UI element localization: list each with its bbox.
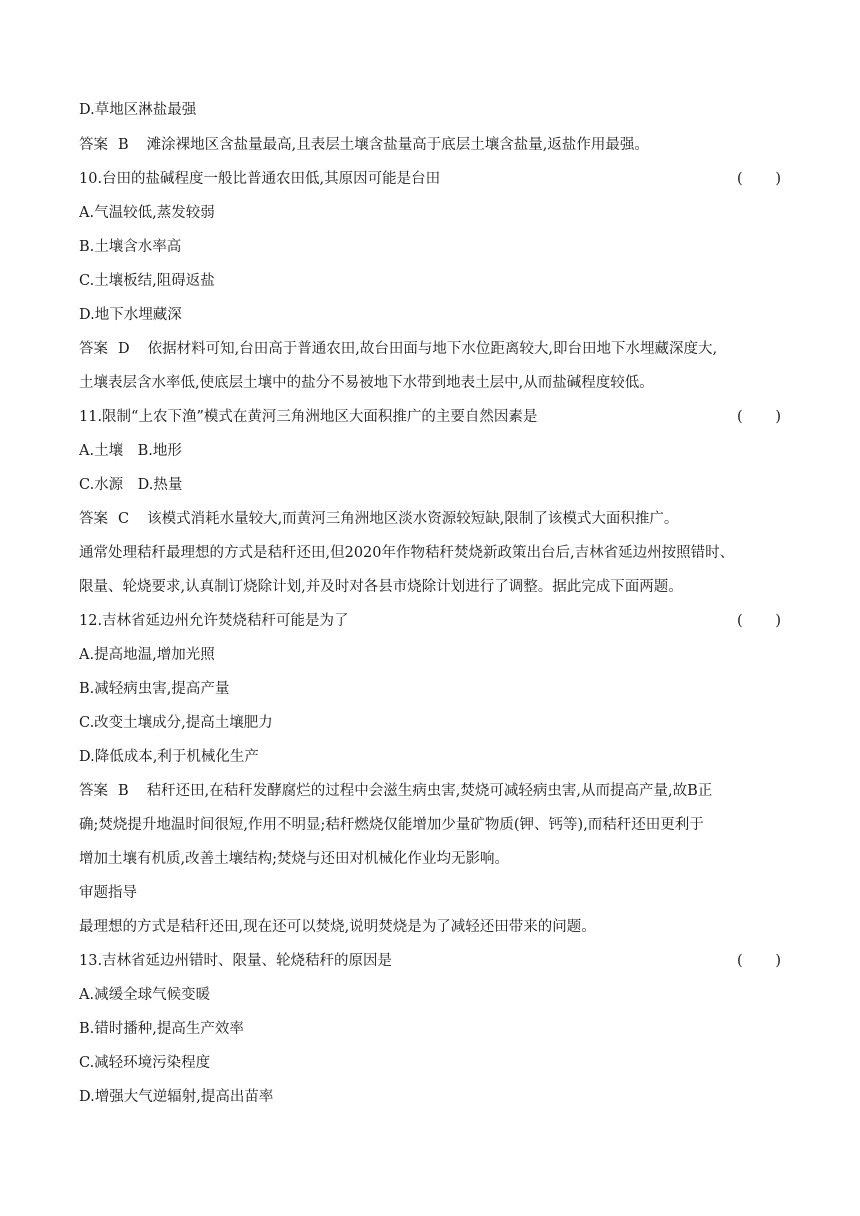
question-text: 13.吉林省延边州错时、限量、轮烧秸秆的原因是 (79, 953, 393, 969)
paren-right: ) (775, 613, 781, 629)
answer-line (79, 135, 781, 155)
option-d: D.降低成本,利于机械化生产 (79, 749, 259, 765)
answer-key: C (118, 511, 130, 527)
option-b: B.减轻病虫害,提高产量 (79, 681, 230, 697)
option-c: C.改变土壤成分,提高土壤肥力 (79, 715, 273, 731)
answer-key: B (118, 137, 129, 153)
paren-right: ) (775, 171, 781, 187)
answer-blank (737, 407, 781, 427)
answer-label: 答案 (79, 137, 108, 153)
question-10 (79, 169, 781, 189)
answer-continuation: 土壤表层含水率低,使底层土壤中的盐分不易被地下水带到地表土层中,从而盐碱程度较低。 (79, 375, 654, 391)
question-13 (79, 951, 781, 971)
answer-line (79, 339, 781, 359)
hint-text: 最理想的方式是秸秆还田,现在还可以焚烧,说明焚烧是为了减轻还田带来的问题。 (79, 919, 596, 935)
answer-blank (737, 169, 781, 189)
question-11 (79, 407, 781, 427)
paren-right: ) (775, 953, 781, 969)
answer-text: 依据材料可知,台田高于普通农田,故台田面与地下水位距离较大,即台田地下水埋藏深度大, (147, 341, 718, 357)
option-c: C.减轻环境污染程度 (79, 1055, 211, 1071)
paren-left: ( (737, 613, 743, 629)
answer-continuation: 增加土壤有机质,改善土壤结构;焚烧与还田对机械化作业均无影响。 (79, 851, 509, 867)
option-d-line: D.草地区淋盐最强 (79, 102, 197, 118)
paren-left: ( (737, 409, 743, 425)
option-c: C.土壤板结,阻碍返盐 (79, 273, 215, 289)
option-a: A.气温较低,蒸发较弱 (79, 205, 215, 221)
hint-heading: 审题指导 (79, 885, 137, 901)
answer-blank (737, 951, 781, 971)
paren-left: ( (737, 953, 743, 969)
option-cd: C.水源 D.热量 (79, 477, 183, 493)
paren-left: ( (737, 171, 743, 187)
answer-label: 答案 (79, 783, 108, 799)
answer-key: B (118, 783, 129, 799)
option-b: B.错时播种,提高生产效率 (79, 1021, 244, 1037)
answer-label: 答案 (79, 341, 108, 357)
answer-label: 答案 (79, 511, 108, 527)
question-12 (79, 611, 781, 631)
answer-text: 滩涂裸地区含盐量最高,且表层土壤含盐量高于底层土壤含盐量,返盐作用最强。 (146, 137, 649, 153)
material-paragraph: 通常处理秸秆最理想的方式是秸秆还田,但2020年作物秸秆焚烧新政策出台后,吉林省延边州按照错时、 (79, 545, 735, 561)
answer-blank (737, 611, 781, 631)
question-text: 11.限制“上农下渔”模式在黄河三角洲地区大面积推广的主要自然因素是 (79, 409, 538, 425)
answer-text: 秸秆还田,在秸秆发酵腐烂的过程中会滋生病虫害,焚烧可减轻病虫害,从而提高产量,故B正 (146, 783, 713, 799)
option-a: A.提高地温,增加光照 (79, 647, 215, 663)
option-ab: A.土壤 B.地形 (79, 443, 182, 459)
answer-line (79, 509, 781, 529)
question-text: 10.台田的盐碱程度一般比普通农田低,其原因可能是台田 (79, 171, 441, 187)
answer-line (79, 781, 781, 801)
material-paragraph-continuation: 限量、轮烧要求,认真制订烧除计划,并及时对各县市烧除计划进行了调整。据此完成下面两题。 (79, 579, 683, 595)
option-b: B.土壤含水率高 (79, 239, 182, 255)
option-d: D.地下水埋藏深 (79, 307, 182, 323)
answer-continuation: 确;焚烧提升地温时间很短,作用不明显;秸秆燃烧仅能增加少量矿物质(钾、钙等),而秸秆还田更利于 (79, 817, 704, 833)
option-a: A.减缓全球气候变暖 (79, 987, 211, 1003)
answer-text: 该模式消耗水量较大,而黄河三角洲地区淡水资源较短缺,限制了该模式大面积推广。 (147, 511, 679, 527)
paren-right: ) (775, 409, 781, 425)
option-d: D.增强大气逆辐射,提高出苗率 (79, 1089, 274, 1105)
question-text: 12.吉林省延边州允许焚烧秸秆可能是为了 (79, 613, 349, 629)
answer-key: D (118, 341, 130, 357)
